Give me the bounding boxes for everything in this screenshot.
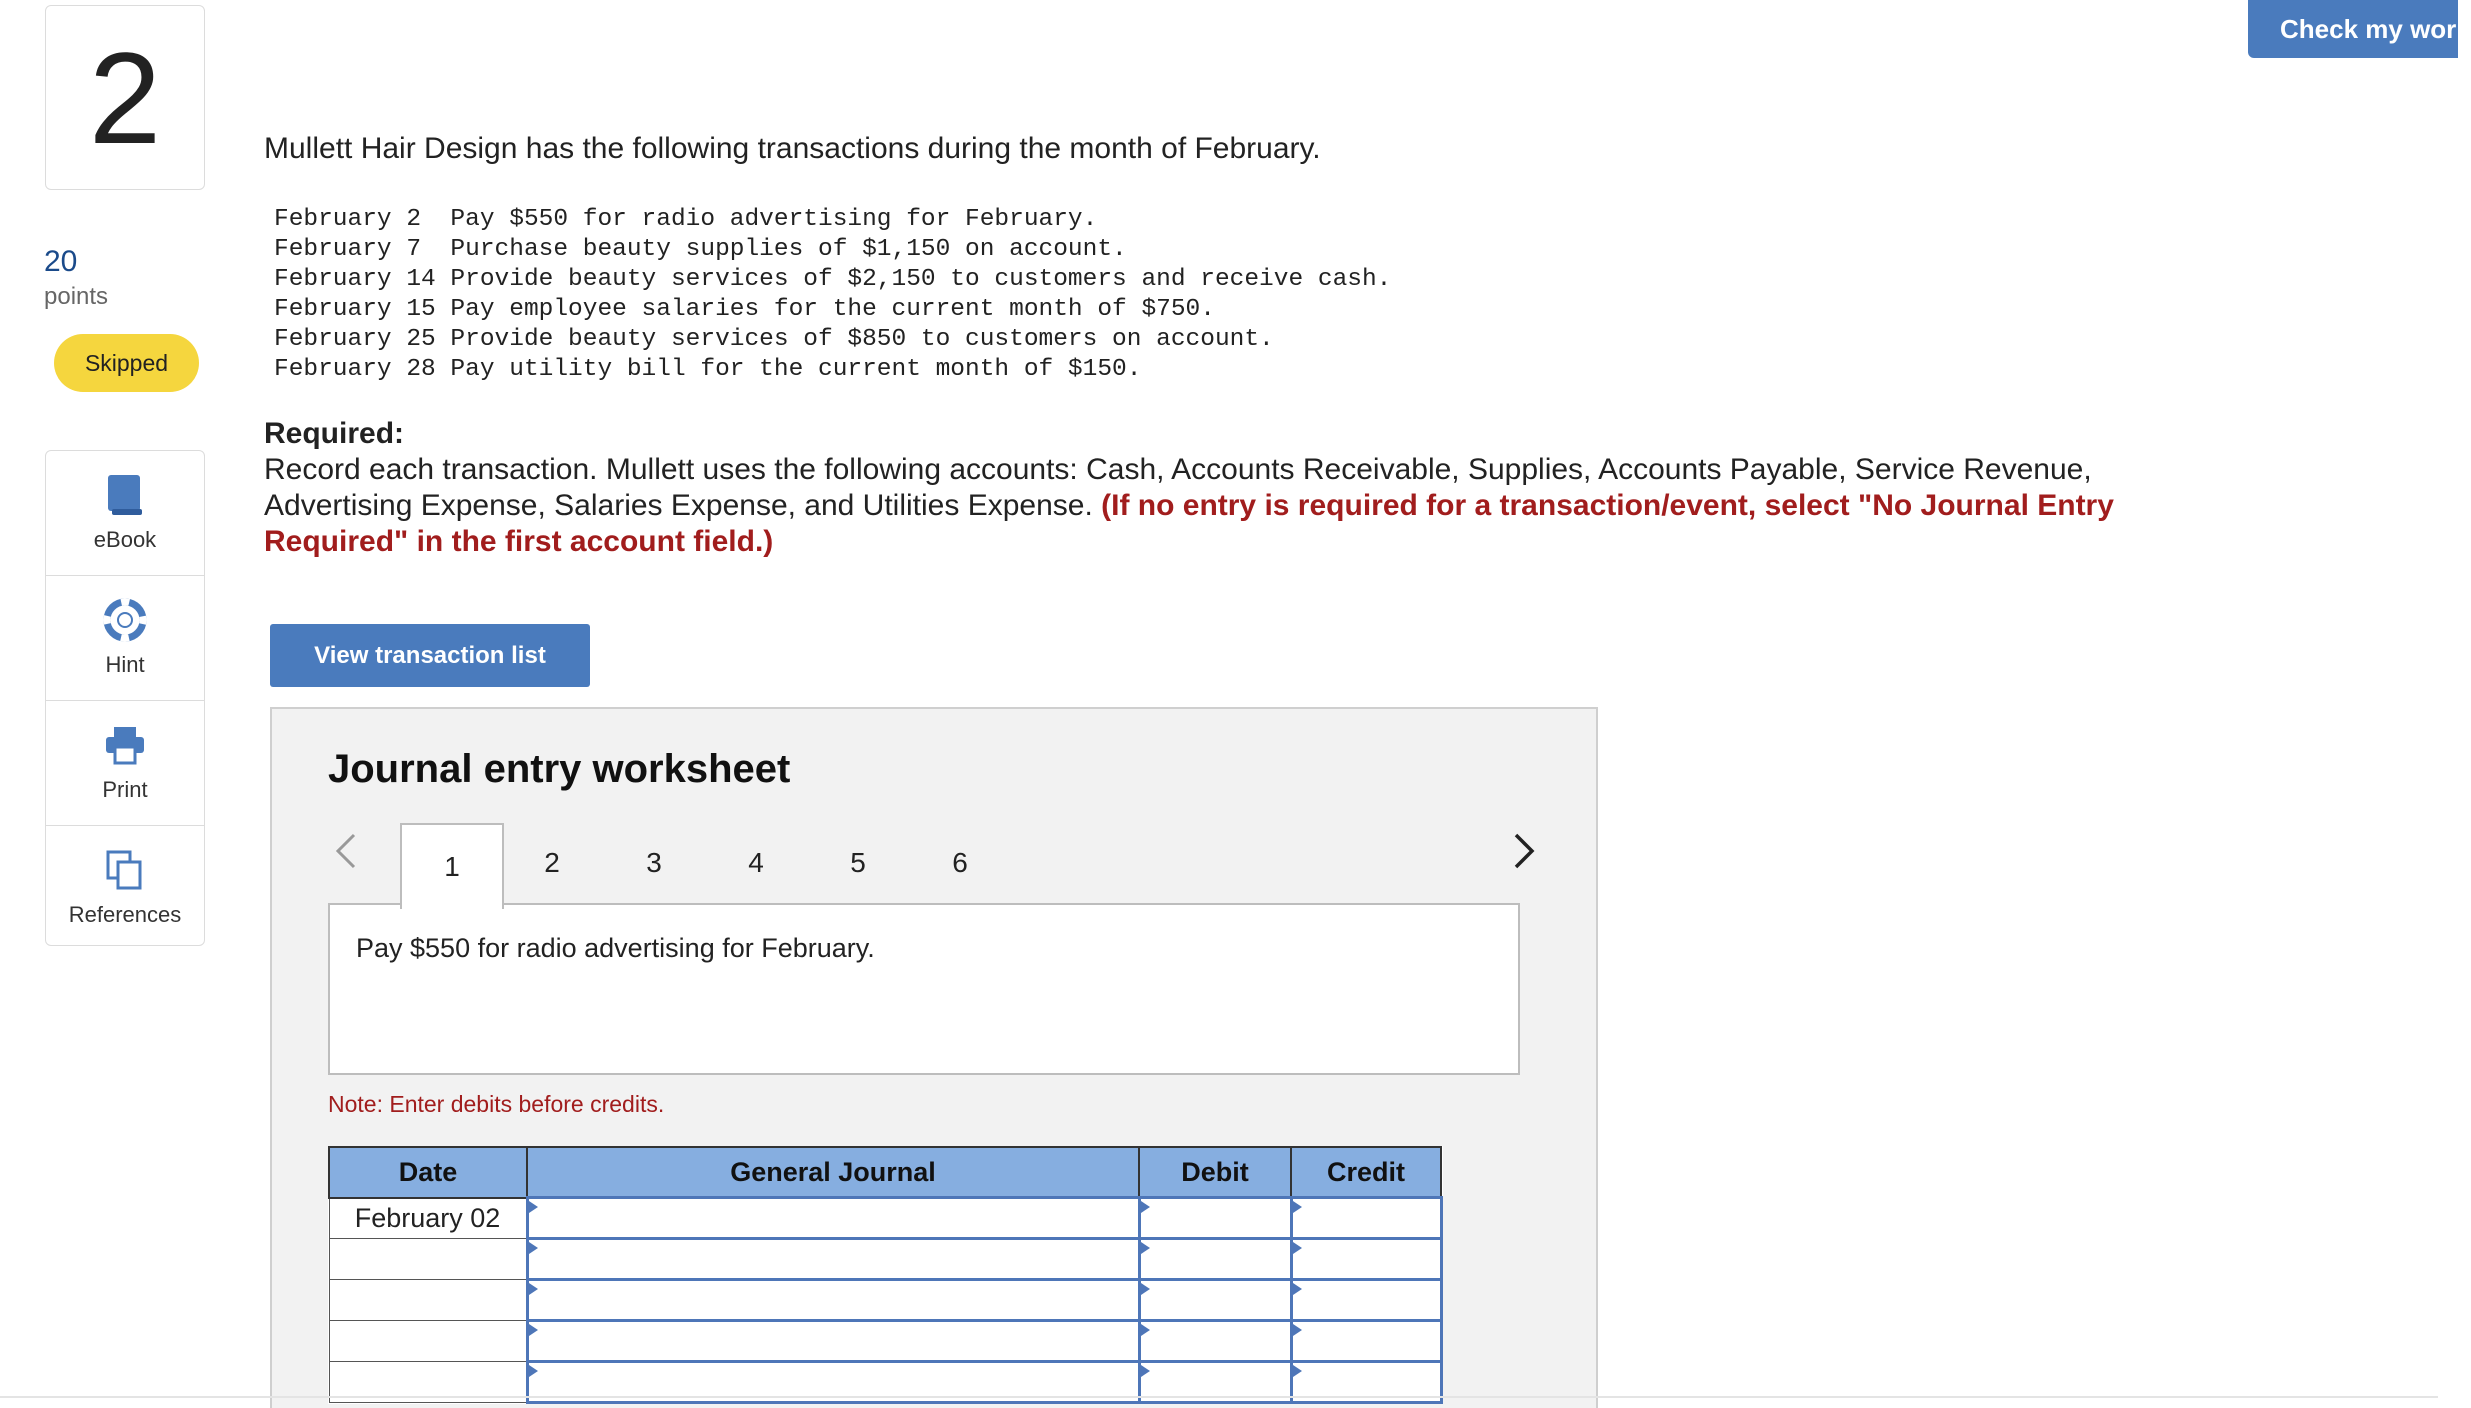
transaction-row: February 25 Provide beauty services of $850 to customers on account.	[274, 326, 1274, 353]
check-my-work-button[interactable]: Check my work	[2248, 0, 2458, 58]
hint-label: Hint	[105, 652, 145, 677]
table-row	[329, 1239, 1441, 1280]
transaction-description: Pay $550 for radio advertising for February.	[356, 933, 875, 963]
date-cell	[329, 1321, 527, 1362]
ebook-button[interactable]	[46, 451, 204, 576]
credit-input[interactable]	[1291, 1198, 1441, 1239]
status-badge: Skipped	[54, 334, 199, 392]
table-row	[329, 1198, 1441, 1239]
journal-entry-worksheet	[270, 707, 1598, 1408]
lifebuoy-icon	[103, 598, 147, 642]
required-heading: Required:	[264, 417, 405, 450]
tab-1[interactable]: 1	[400, 823, 504, 909]
transaction-row: February 28 Pay utility bill for the current month of $150.	[274, 356, 1142, 383]
account-input[interactable]	[527, 1239, 1139, 1280]
question-number: 2	[45, 5, 205, 190]
required-note: (If no entry is required for a transaction/event, select "No Journal Entry Required" in the first account field.)	[264, 489, 2114, 558]
tool-panel	[45, 450, 205, 946]
account-input[interactable]	[527, 1198, 1139, 1239]
book-icon	[103, 473, 147, 517]
ebook-label: eBook	[93, 527, 157, 552]
transaction-row: February 7 Purchase beauty supplies of $1,150 on account.	[274, 236, 1127, 263]
worksheet-title: Journal entry worksheet	[328, 747, 791, 791]
debit-input[interactable]	[1139, 1321, 1291, 1362]
references-label: References	[68, 902, 182, 927]
transaction-row: February 14 Provide beauty services of $2,150 to customers and receive cash.	[274, 266, 1392, 293]
references-button[interactable]	[46, 826, 204, 950]
tab-6[interactable]: 6	[952, 847, 968, 878]
transaction-row: February 2 Pay $550 for radio advertising for February.	[274, 206, 1098, 233]
tab-3[interactable]: 3	[646, 847, 662, 878]
column-header-debit: Debit	[1139, 1147, 1291, 1198]
points-value: 20	[44, 245, 78, 278]
debit-input[interactable]	[1139, 1280, 1291, 1321]
page-divider	[0, 1396, 2438, 1398]
copy-icon	[103, 848, 147, 892]
required-text: Record each transaction. Mullett uses the following accounts: Cash, Accounts Receivable, Supplies, Accounts Payable, Service Revenue, Advertising Expense, Salaries Expense, and Utilities Expense.	[264, 453, 2092, 522]
column-header-date: Date	[329, 1147, 527, 1198]
date-cell: February 02	[329, 1198, 527, 1239]
credit-input[interactable]	[1291, 1239, 1441, 1280]
tab-2[interactable]: 2	[544, 847, 560, 878]
previous-arrow-icon[interactable]	[334, 831, 358, 881]
column-header-general-journal: General Journal	[527, 1147, 1139, 1198]
problem-intro: Mullett Hair Design has the following transactions during the month of February.	[264, 132, 1321, 165]
transaction-description-box	[328, 903, 1520, 1075]
table-row	[329, 1321, 1441, 1362]
required-instructions	[264, 452, 2144, 560]
date-cell	[329, 1280, 527, 1321]
date-cell	[329, 1239, 527, 1280]
tab-5[interactable]: 5	[850, 847, 866, 878]
journal-table	[328, 1146, 1443, 1404]
column-header-credit: Credit	[1291, 1147, 1441, 1198]
account-input[interactable]	[527, 1280, 1139, 1321]
debit-input[interactable]	[1139, 1239, 1291, 1280]
print-button[interactable]	[46, 701, 204, 826]
account-input[interactable]	[527, 1321, 1139, 1362]
printer-icon	[103, 723, 147, 767]
next-arrow-icon[interactable]	[1512, 831, 1536, 881]
debit-input[interactable]	[1139, 1198, 1291, 1239]
debit-credit-note: Note: Enter debits before credits.	[328, 1091, 665, 1117]
view-transaction-list-button[interactable]: View transaction list	[270, 624, 590, 687]
hint-button[interactable]	[46, 576, 204, 701]
print-label: Print	[102, 777, 148, 802]
transaction-row: February 15 Pay employee salaries for the current month of $750.	[274, 296, 1215, 323]
transaction-list	[274, 205, 1391, 385]
credit-input[interactable]	[1291, 1280, 1441, 1321]
credit-input[interactable]	[1291, 1321, 1441, 1362]
tab-4[interactable]: 4	[748, 847, 764, 878]
points-label: points	[44, 283, 109, 310]
table-row	[329, 1280, 1441, 1321]
